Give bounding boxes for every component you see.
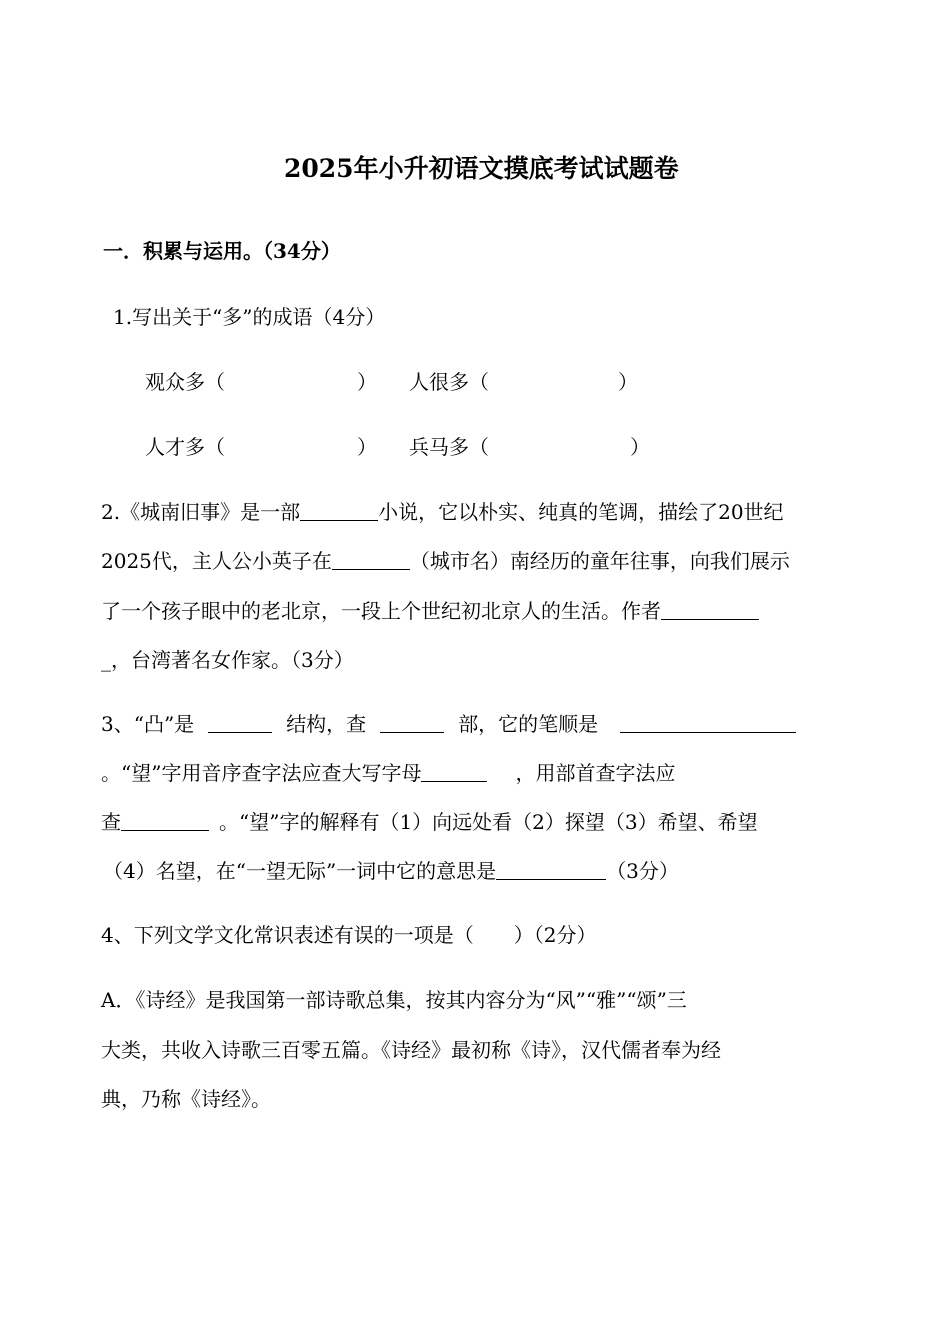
- question-3-line: [101, 763, 675, 783]
- answer-blank[interactable]: [380, 714, 444, 733]
- question-2-line: [101, 601, 759, 621]
- q3-text: 3、“凸”是: [101, 712, 195, 736]
- idiom-answer-close-1: ）: [357, 370, 377, 394]
- question-1-prompt: 1.写出关于“多”的成语（4分）: [113, 305, 386, 329]
- idiom-item-1: [145, 372, 225, 392]
- idiom-item-2: [409, 372, 489, 392]
- q3-text: ，用部首查字法应: [515, 761, 676, 785]
- q3-text: 部，它的笔顺是: [458, 712, 599, 736]
- q2-text: 小说，它以朴实、纯真的笔调，描绘了20世纪: [378, 500, 784, 524]
- idiom-answer-close-4: ）: [630, 435, 650, 459]
- question-2-line: [101, 502, 784, 522]
- idiom-answer-close-2: ）: [618, 370, 638, 394]
- answer-blank[interactable]: [421, 763, 487, 782]
- answer-blank[interactable]: [496, 861, 606, 880]
- q2-text: （城市名）南经历的童年往事，向我们展示: [409, 549, 790, 573]
- question-3-line: [103, 861, 679, 881]
- q2-text: 了一个孩子眼中的老北京，一段上个世纪初北京人的生活。作者: [101, 599, 661, 623]
- q3-text: 。“望”字的解释有（1）向远处看（2）探望（3）希望、希望: [219, 810, 758, 834]
- question-2-line: [101, 551, 790, 571]
- option-a-line: 典，乃称《诗经》。: [101, 1087, 271, 1111]
- idiom-item-4: [409, 437, 489, 457]
- option-a-line: A．《诗经》是我国第一部诗歌总集，按其内容分为“风”“雅”“颂”三: [101, 988, 687, 1012]
- idiom-label: 人很多（: [409, 370, 489, 394]
- q3-text: （4）名望，在“一望无际”一词中它的意思是: [103, 859, 497, 883]
- q2-text: ，台湾著名女作家。（3分）: [111, 648, 354, 672]
- idiom-answer-close-3: ）: [357, 435, 377, 459]
- q3-text: 查: [101, 810, 121, 834]
- q2-text: 2.《城南旧事》是一部: [101, 500, 301, 524]
- answer-blank[interactable]: [332, 551, 410, 570]
- answer-blank[interactable]: [121, 812, 209, 831]
- q3-text: 。“望”字用音序查字法应查大写字母: [101, 761, 422, 785]
- section-heading: 一．积累与运用。（34分）: [103, 239, 341, 263]
- answer-blank[interactable]: [620, 714, 796, 733]
- idiom-label: 人才多（: [145, 435, 225, 459]
- q3-text: 结构，查: [286, 712, 367, 736]
- option-a-line: 大类，共收入诗歌三百零五篇。《诗经》最初称《诗》，汉代儒者奉为经: [101, 1038, 721, 1062]
- question-2-line: [101, 650, 354, 670]
- q2-text: _: [101, 648, 111, 672]
- q2-text: 2025代，主人公小英子在: [101, 549, 332, 573]
- idiom-label: 兵马多（: [409, 435, 489, 459]
- answer-blank[interactable]: [208, 714, 272, 733]
- page-title: 2025年小升初语文摸底考试试题卷: [284, 154, 679, 183]
- answer-blank[interactable]: [300, 502, 378, 521]
- answer-blank[interactable]: [661, 601, 759, 620]
- q3-text: （3分）: [606, 859, 679, 883]
- question-3-line: [101, 812, 758, 832]
- idiom-item-3: [145, 437, 225, 457]
- question-3-line: [101, 714, 796, 734]
- question-4-prompt: 4、下列文学文化常识表述有误的一项是（ ）（2分）: [101, 923, 597, 947]
- idiom-label: 观众多（: [145, 370, 225, 394]
